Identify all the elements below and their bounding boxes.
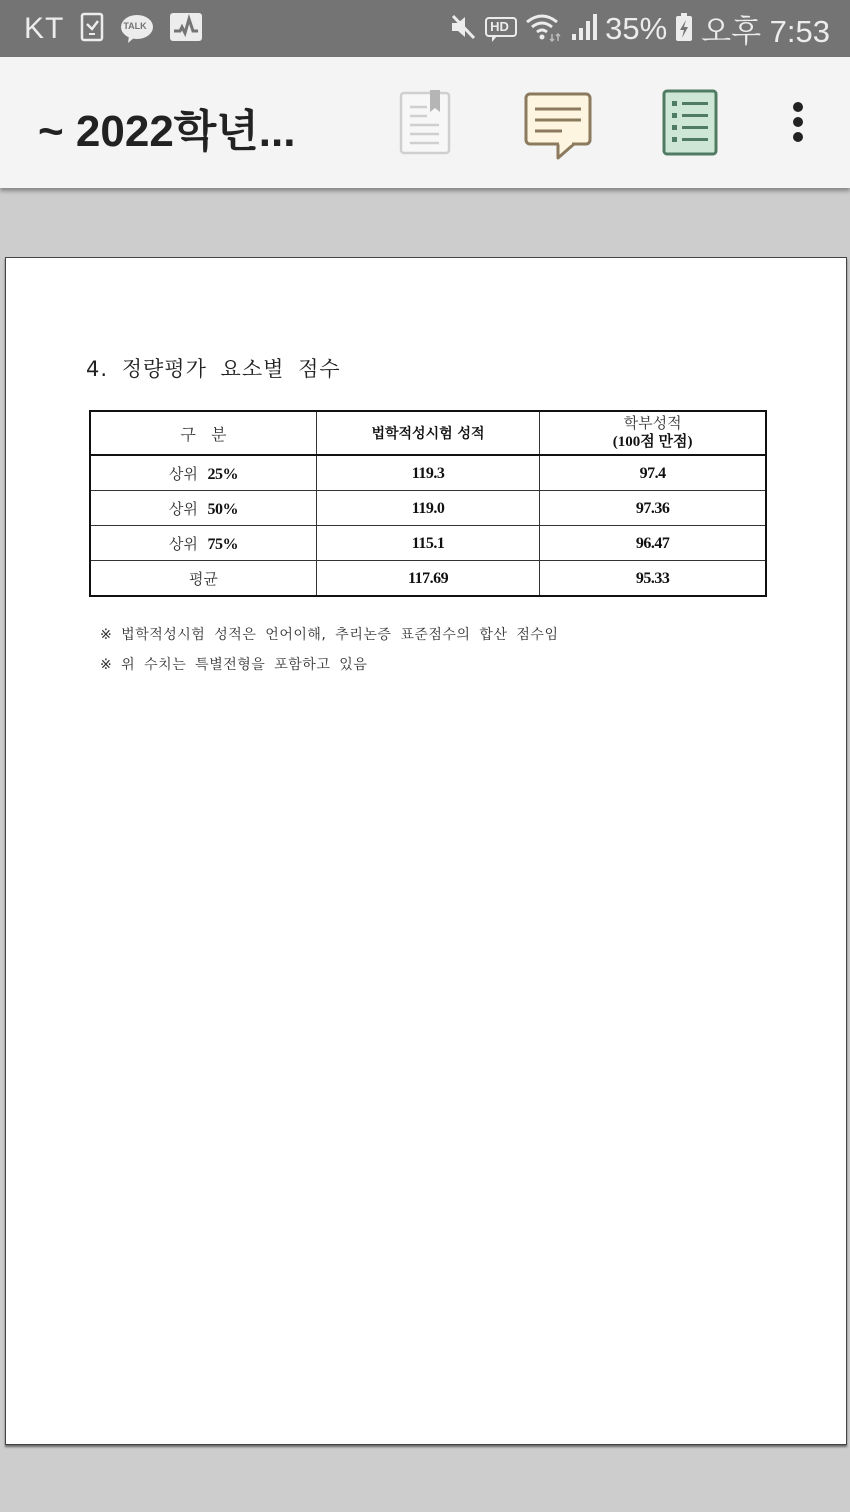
status-bar: [0, 0, 850, 57]
more-options-icon: [786, 101, 810, 145]
table-row: [90, 455, 766, 491]
row-label: 상위 25%: [90, 455, 316, 491]
leet-score: 115.1: [316, 526, 539, 561]
carrier-label: KT: [24, 11, 65, 45]
clock: 오후 7:53: [701, 14, 830, 49]
gpa-score: 97.4: [540, 455, 766, 491]
table-of-contents-icon: [662, 89, 718, 157]
kakaotalk-label: TALK: [123, 20, 147, 31]
hd-voice-icon: [485, 15, 517, 43]
hd-label: HD: [490, 18, 509, 34]
table-header-row: [90, 411, 766, 455]
leet-score: 119.0: [316, 491, 539, 526]
gpa-score: 96.47: [540, 526, 766, 561]
table-row-average: [90, 561, 766, 597]
more-options-button[interactable]: [786, 101, 810, 149]
header-category: 구 분: [90, 411, 316, 455]
comment-icon: [524, 92, 592, 160]
leet-score: 119.3: [316, 455, 539, 491]
document-title: ~ 2022학년...: [38, 107, 296, 156]
bookmark-document-icon: [399, 90, 453, 156]
kakaotalk-icon: [120, 14, 154, 44]
table-row: [90, 526, 766, 561]
signal-icon: [571, 12, 597, 46]
footnote-1: ※ 법학적성시험 성적은 언어이해, 추리논증 표준점수의 합산 점수임: [100, 627, 559, 643]
battery-percent: 35%: [605, 10, 668, 46]
score-table: [89, 410, 767, 597]
table-of-contents-button[interactable]: [662, 89, 718, 161]
section-title: 4. 정량평가 요소별 점수: [86, 357, 341, 381]
app-bar: [0, 57, 850, 188]
row-label: 평균: [90, 561, 316, 597]
table-row: [90, 491, 766, 526]
checkbox-notification-icon: [80, 12, 104, 46]
gpa-score: 95.33: [540, 561, 766, 597]
bookmark-document-button[interactable]: [399, 90, 453, 160]
row-label: 상위 50%: [90, 491, 316, 526]
battery-charging-icon: [675, 12, 693, 46]
document-viewer[interactable]: [0, 188, 850, 1512]
mute-icon: [449, 13, 477, 45]
document-page: [5, 257, 847, 1445]
header-gpa: 학부성적 (100점 만점): [540, 411, 766, 455]
leet-score: 117.69: [316, 561, 539, 597]
footnote-2: ※ 위 수치는 특별전형을 포함하고 있음: [100, 657, 368, 673]
comment-button[interactable]: [524, 92, 592, 164]
wifi-icon: [525, 12, 563, 46]
activity-icon: [170, 13, 202, 45]
row-label: 상위 75%: [90, 526, 316, 561]
header-leet: 법학적성시험 성적: [316, 411, 539, 455]
gpa-score: 97.36: [540, 491, 766, 526]
